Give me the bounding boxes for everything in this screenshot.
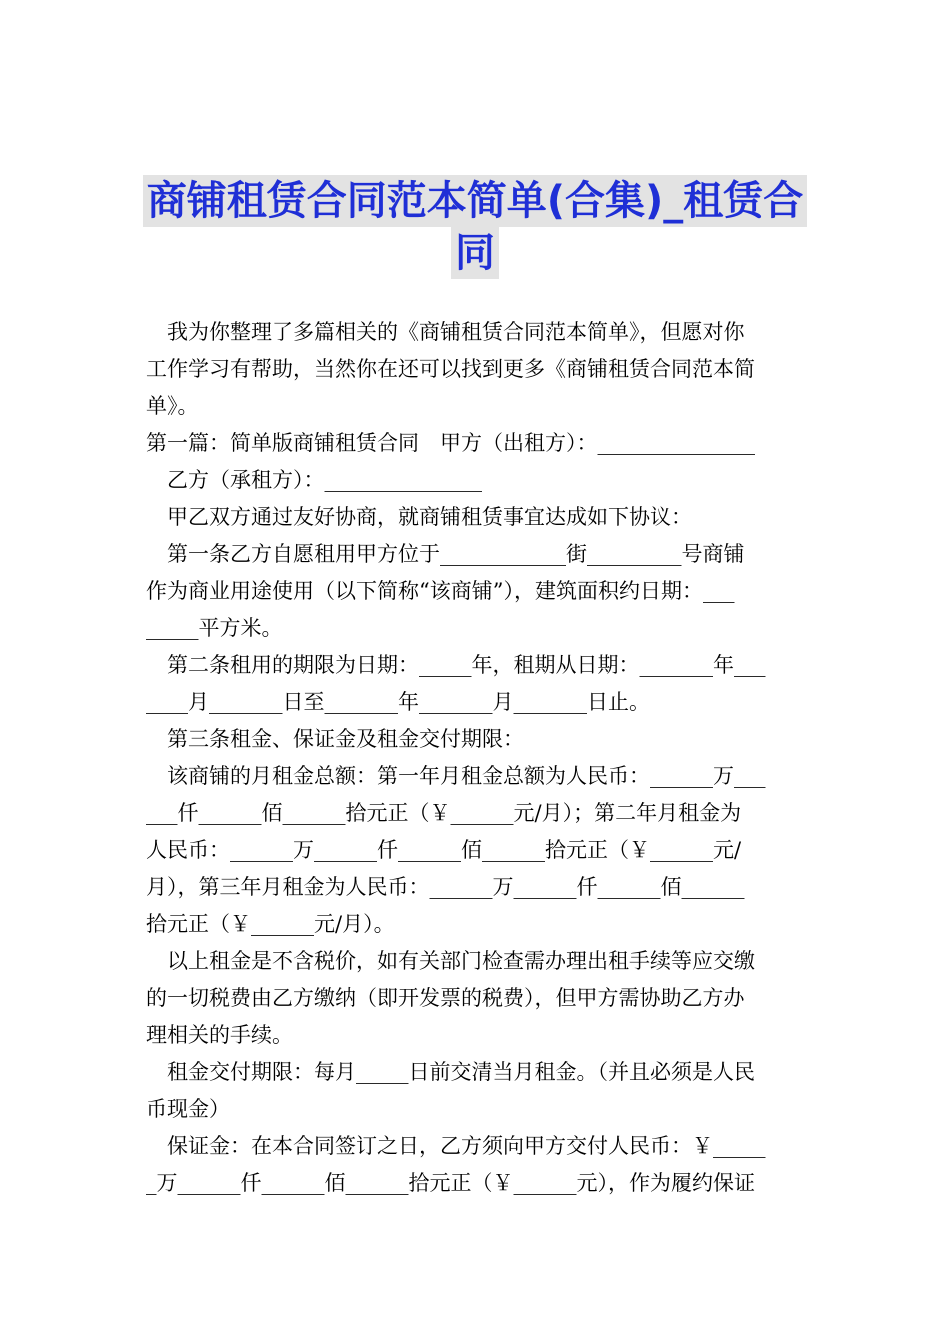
body-line: 保证金：在本合同签订之日，乙方须向甲方交付人民币：￥_____ bbox=[167, 1134, 766, 1158]
body-line: 第二条租用的期限为日期：_____年，租期从日期：_______年___ bbox=[167, 653, 766, 677]
body-line: 第一篇：简单版商铺租赁合同 甲方（出租方）：_______________ bbox=[146, 431, 755, 455]
body-line: 作为商业用途使用（以下简称“该商铺”），建筑面积约日期：___ bbox=[146, 579, 735, 603]
body-line: ____月_______日至_______年_______月_______日止。 bbox=[146, 690, 650, 714]
document-body bbox=[146, 314, 810, 1202]
title-line-1: 商铺租赁合同范本简单(合集)_租赁合 bbox=[143, 175, 808, 227]
body-line: 以上租金是不含税价，如有关部门检查需办理出租手续等应交缴 bbox=[167, 949, 755, 973]
document-title bbox=[0, 175, 950, 279]
body-line: ___仟______佰______拾元正（￥______元/月）；第二年月租金为 bbox=[146, 801, 742, 825]
title-line-2: 同 bbox=[451, 227, 499, 279]
body-line: _万______仟______佰______拾元正（￥______元），作为履约保证 bbox=[146, 1171, 755, 1195]
body-line: 第三条租金、保证金及租金交付期限： bbox=[167, 727, 524, 751]
body-line: 人民币：______万______仟______佰______拾元正（￥______元/ bbox=[146, 838, 742, 862]
body-line: 我为你整理了多篇相关的《商铺租赁合同范本简单》，但愿对你 bbox=[167, 320, 745, 344]
body-line: 租金交付期限：每月_____日前交清当月租金。（并且必须是人民 bbox=[167, 1060, 755, 1084]
body-line: _____平方米。 bbox=[146, 616, 283, 640]
body-line: 甲乙双方通过友好协商，就商铺租赁事宜达成如下协议： bbox=[167, 505, 692, 529]
body-line: 该商铺的月租金总额：第一年月租金总额为人民币：______万___ bbox=[167, 764, 766, 788]
body-line: 的一切税费由乙方缴纳（即开发票的税费），但甲方需协助乙方办 bbox=[146, 986, 745, 1010]
body-line: 拾元正（￥______元/月）。 bbox=[146, 912, 395, 936]
body-line: 单》。 bbox=[146, 394, 199, 418]
body-line: 工作学习有帮助，当然你在还可以找到更多《商铺租赁合同范本简 bbox=[146, 357, 755, 381]
body-line: 币现金） bbox=[146, 1097, 230, 1121]
body-line: 乙方（承租方）：_______________ bbox=[167, 468, 482, 492]
body-line: 理相关的手续。 bbox=[146, 1023, 293, 1047]
body-line: 月），第三年月租金为人民币：______万______仟______佰______ bbox=[146, 875, 745, 899]
body-line: 第一条乙方自愿租用甲方位于____________街_________号商铺 bbox=[167, 542, 745, 566]
